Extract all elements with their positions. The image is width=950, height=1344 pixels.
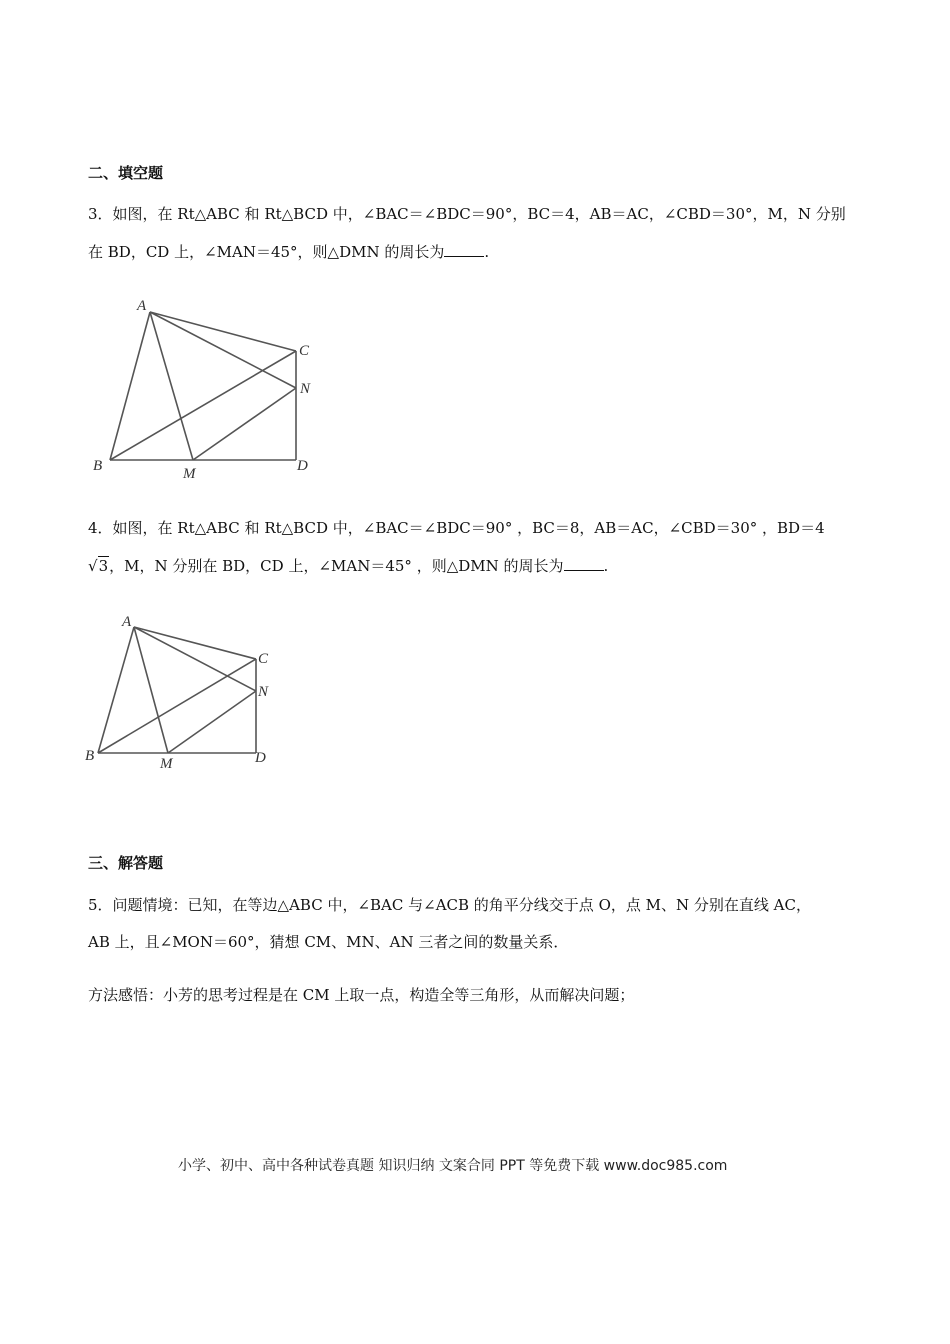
q4-seg-AN — [134, 627, 256, 691]
q4-text-line1: 4．如图，在 Rt△ABC 和 Rt△BCD 中，∠BAC＝∠BDC＝90° ，BC＝8，AB＝AC，∠CBD＝30° ，BD＝4 — [88, 519, 825, 537]
q3-label-A: A — [137, 298, 147, 314]
section-title-answer: 三、解答题 — [88, 854, 164, 872]
q4-line2-end: . — [603, 557, 609, 575]
q5-text-line3: 方法感悟：小芳的思考过程是在 CM 上取一点，构造全等三角形，从而解决问题； — [88, 986, 635, 1004]
q3-seg-MN — [193, 388, 296, 460]
q4-answer-blank — [564, 556, 604, 571]
q5-text-line1: 5．问题情境：已知，在等边△ABC 中，∠BAC 与∠ACB 的角平分线交于点 O，点 M、N 分别在直线 AC， — [88, 896, 811, 914]
q3-answer-blank — [444, 242, 484, 257]
q4-label-C: C — [258, 651, 269, 667]
q3-label-M: M — [183, 466, 196, 482]
q4-sqrt-value: 3 — [98, 557, 109, 575]
q3-figure — [85, 292, 335, 492]
q3-label-B: B — [93, 458, 103, 474]
q3-seg-BC — [110, 351, 296, 460]
q4-label-N: N — [258, 684, 269, 700]
q3-label-D: D — [297, 458, 308, 474]
q4-seg-MN — [168, 691, 256, 753]
q3-label-N: N — [300, 381, 311, 397]
q3-text-line2 — [88, 242, 489, 262]
q3-line2-end: . — [484, 243, 490, 261]
section-title-fill-blank: 二、填空题 — [88, 164, 164, 182]
q3-label-C: C — [299, 343, 310, 359]
q3-seg-AN — [150, 312, 296, 388]
q4-label-D: D — [255, 750, 266, 766]
q3-seg-AM — [150, 312, 193, 460]
q3-text-line1: 3．如图，在 Rt△ABC 和 Rt△BCD 中，∠BAC＝∠BDC＝90°，BC＝4，AB＝AC，∠CBD＝30°，M，N 分别 — [88, 205, 846, 223]
q4-label-B: B — [85, 748, 95, 764]
q4-seg-AC — [134, 627, 256, 659]
q3-seg-AC — [150, 312, 296, 351]
q4-label-A: A — [122, 614, 132, 630]
q4-sqrt: √3 — [88, 557, 109, 575]
q4-seg-BC — [98, 659, 256, 753]
q4-figure — [80, 608, 290, 778]
q4-text-line2 — [88, 556, 608, 576]
q3-text-line2-content: 在 BD，CD 上，∠MAN＝45°，则△DMN 的周长为 — [88, 243, 445, 261]
q4-label-M: M — [160, 756, 173, 772]
q4-seg-AM — [134, 627, 168, 753]
q5-text-line2: AB 上，且∠MON＝60°，猜想 CM、MN、AN 三者之间的数量关系． — [88, 933, 569, 951]
page-footer: 小学、初中、高中各种试卷真题 知识归纳 文案合同 PPT 等免费下载 www.doc985.com — [178, 1158, 728, 1174]
q4-text-line2-content: ，M，N 分别在 BD，CD 上，∠MAN＝45° ，则△DMN 的周长为 — [109, 557, 564, 575]
q3-seg-AB — [110, 312, 150, 460]
